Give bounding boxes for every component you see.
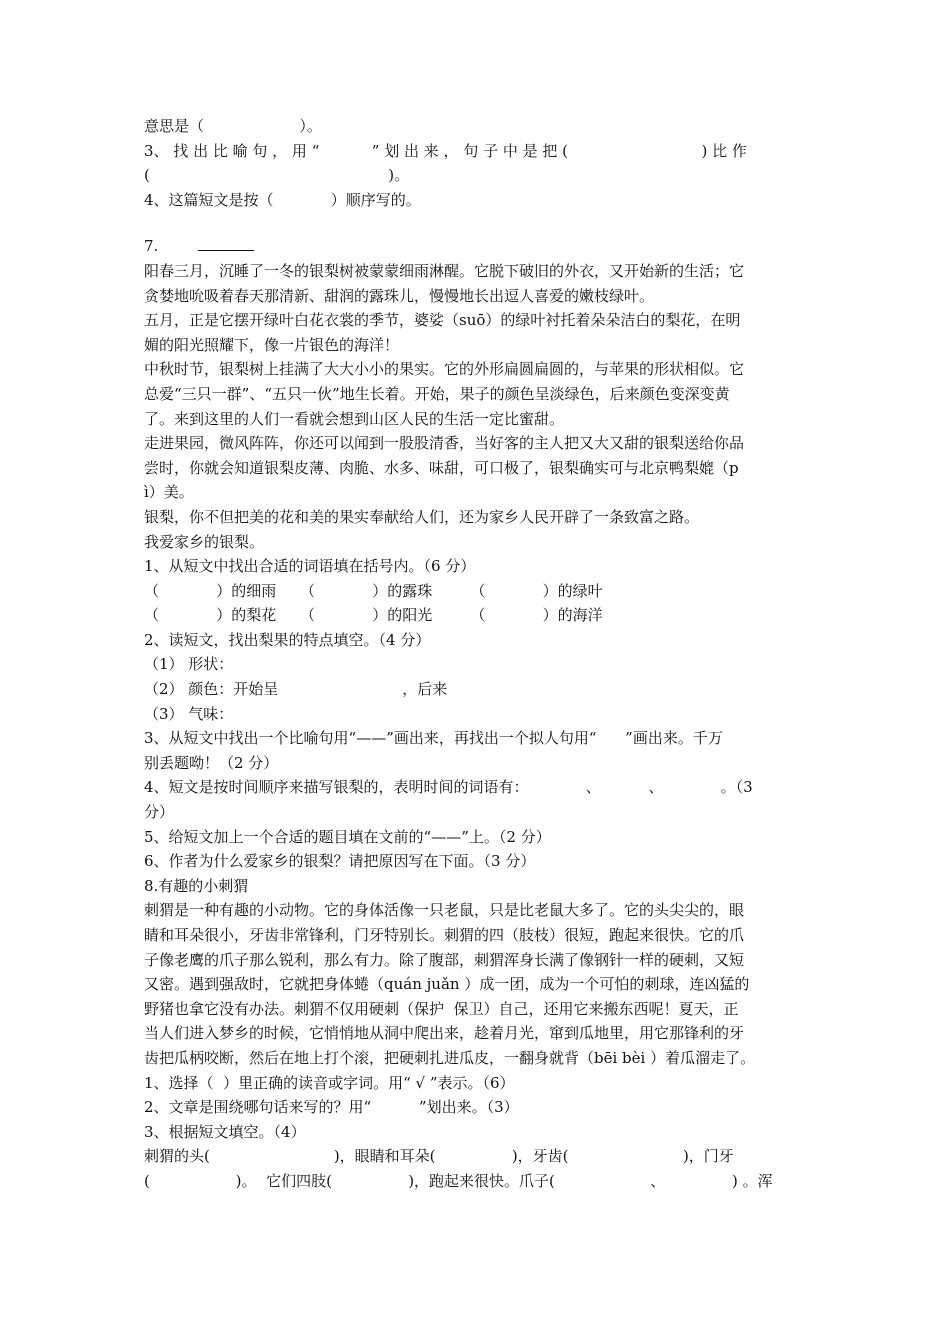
question-line: 分）	[144, 803, 175, 822]
question-3-line: 3、 找 出 比 喻 句 ， 用 “ ” 划 出 来 ， 句 子 中 是 把 ( ) 比 作	[144, 141, 747, 160]
passage-line: 走进果园，微风阵阵，你还可以闻到一股股清香，当好客的主人把又大又甜的银梨送给你品	[144, 434, 745, 453]
sub-item: （2） 颜色：开始呈 ，后来	[144, 680, 448, 699]
passage-line: 银梨，你不但把美的花和美的果实奉献给人们，还为家乡人民开辟了一条致富之路。	[144, 507, 700, 526]
passage-line: 了。来到这里的人们一看就会想到山区人民的生活一定比蜜甜。	[144, 409, 565, 428]
fill-in-row: （ ）的梨花 （ ）的阳光 （ ）的海洋	[144, 606, 603, 625]
sub-item: （1） 形状：	[144, 655, 234, 674]
fill-in-line: 刺猬的头( )，眼睛和耳朵( )，牙齿( )，门牙	[144, 1147, 734, 1166]
fill-in-line: ( )。 它们四肢( )，跑起来很快。爪子( 、 ) 。浑	[144, 1171, 773, 1190]
passage-line: 贪婪地吮吸着春天那清新、甜润的露珠儿，慢慢地长出逗人喜爱的嫩枝绿叶。	[144, 286, 655, 305]
document-page	[144, 114, 808, 1194]
passage-line: 又密。遇到强敌时，它就把身体蜷（quán juǎn ）成一团，成为一个可怕的刺球，连凶猛的	[144, 975, 750, 994]
question-line: 5、给短文加上一个合适的题目填在文前的“——”上。（2 分）	[144, 827, 551, 846]
passage-line: ì）美。	[144, 483, 194, 502]
question-line: 4、短文是按时间顺序来描写银梨的，表明时间的词语有： 、 、 。（3	[144, 778, 753, 797]
passage-line: 媚的阳光照耀下，像一片银色的海洋！	[144, 335, 400, 354]
passage-line: 野猪也拿它没有办法。刺猬不仅用硬刺（保护 保卫）自己，还用它来搬东西呢！夏天，正	[144, 999, 739, 1018]
passage-line: 齿把瓜柄咬断，然后在地上打个滚，把硬刺扎进瓜皮，一翻身就背（bēi bèi ）着瓜溜走了。	[144, 1048, 756, 1067]
question-line: 2、读短文，找出梨果的特点填空。（4 分）	[144, 630, 431, 649]
passage-line: 我爱家乡的银梨。	[144, 532, 265, 551]
passage-line: 五月，正是它摆开绿叶白花衣裳的季节，婆娑（suō）的绿叶衬托着朵朵洁白的梨花，在明	[144, 311, 741, 330]
passage-line: 刺猬是一种有趣的小动物。它的身体活像一只老鼠，只是比老鼠大多了。它的头尖尖的，眼	[144, 901, 745, 920]
fill-in-row: （ ）的细雨 （ ）的露珠 （ ）的绿叶	[144, 581, 603, 600]
passage-line: 中秋时节，银梨树上挂满了大大小小的果实。它的外形扁圆扁圆的，与苹果的形状相似。它	[144, 360, 745, 379]
sub-item: （3） 气味：	[144, 704, 234, 723]
section-7-heading: 7.	[144, 234, 808, 259]
text-line: 意思是（ ）。	[144, 117, 322, 135]
passage-line: 子像老鹰的爪子那么锐利，那么有力。除了腹部，刺猬浑身长满了像钢针一样的硬刺，又短	[144, 950, 745, 969]
question-line: 6、作者为什么爱家乡的银梨？请把原因写在下面。（3 分）	[144, 852, 536, 871]
spacer	[144, 212, 808, 234]
question-line: 3、从短文中找出一个比喻句用“——”画出来，再找出一个拟人句用“ ”画出来。千万	[144, 729, 723, 748]
title-blank	[198, 236, 254, 251]
question-line: 1、从短文中找出合适的词语填在括号内。（6 分）	[144, 557, 476, 576]
question-line: 3、根据短文填空。（4）	[144, 1122, 306, 1141]
question-4-line: 4、这篇短文是按（ ）顺序写的。	[144, 190, 421, 209]
passage-line: 总爱“三只一群”、“五只一伙”地生长着。开始，果子的颜色呈淡绿色，后来颜色变深变黄	[144, 384, 730, 403]
passage-line: 当人们进入梦乡的时候，它悄悄地从洞中爬出来，趁着月光，窜到瓜地里，用它那锋利的牙	[144, 1024, 745, 1043]
passage-line: 尝时，你就会知道银梨皮薄、肉脆、水多、味甜，可口极了，银梨确实可与北京鸭梨媲（p	[144, 458, 739, 477]
question-line: 1、选择（ ）里正确的读音或字词。用“ √ ”表示。（6）	[144, 1073, 515, 1092]
question-line: 别丢题呦！（2 分）	[144, 753, 279, 772]
section-8-heading: 8.有趣的小刺猬	[144, 876, 249, 895]
text-line: ( )。	[144, 166, 410, 185]
passage-line: 睛和耳朵很小，牙齿非常锋利，门牙特别长。刺猬的四（肢枝）很短，跑起来很快。它的爪	[144, 926, 745, 944]
passage-line: 阳春三月，沉睡了一冬的银梨树被蒙蒙细雨淋醒。它脱下破旧的外衣，又开始新的生活；它	[144, 261, 745, 280]
question-line: 2、文章是围绕哪句话来写的？用“ ”划出来。（3）	[144, 1098, 519, 1117]
